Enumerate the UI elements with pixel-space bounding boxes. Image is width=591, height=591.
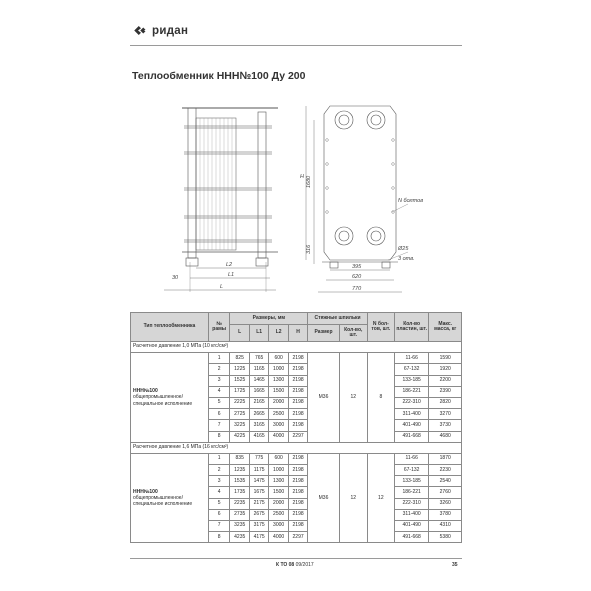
cell-plates: 67-132: [394, 364, 429, 375]
page-title: Теплообменник ННН№100 Ду 200: [132, 70, 306, 82]
cell-L2: 1300: [269, 476, 288, 487]
cell-plates: 186-221: [394, 487, 429, 498]
table-row: [131, 453, 462, 464]
cell-L1: 2675: [249, 509, 268, 520]
model-description: общепромышленное/ специальное исполнение: [133, 394, 193, 407]
cell-H: 2198: [288, 498, 307, 509]
cell-H: 2198: [288, 465, 307, 476]
cell-stud-qty: 12: [339, 453, 367, 543]
cell-bolts: 8: [367, 353, 394, 443]
cell-mass: 2230: [429, 465, 462, 476]
cell-frame: 6: [208, 509, 230, 520]
footer-doc-ref: [276, 562, 314, 568]
cell-frame: 7: [208, 420, 230, 431]
cell-plates: 186-221: [394, 386, 429, 397]
cell-plates: 491-668: [394, 532, 429, 543]
cell-plates: 311-400: [394, 509, 429, 520]
pressure-row: [131, 342, 462, 353]
port-bottom-right: [367, 227, 385, 245]
cell-frame: 3: [208, 375, 230, 386]
model-description: общепромышленное/ специальное исполнение: [133, 495, 193, 508]
cell-plates: 67-132: [394, 465, 429, 476]
cell-plates: 11-66: [394, 353, 429, 364]
cell-mass: 3260: [429, 498, 462, 509]
cell-H: 2198: [288, 487, 307, 498]
cell-mass: 2760: [429, 487, 462, 498]
header-L2: L2: [269, 325, 288, 342]
cell-H: 2198: [288, 397, 307, 408]
model-name: ННН№100: [133, 488, 158, 495]
cell-L: 1225: [230, 364, 249, 375]
cell-L: 3235: [230, 521, 249, 532]
dim-hole-diameter: Ø25: [398, 246, 409, 252]
cell-L: 1725: [230, 386, 249, 397]
cell-mass: 2200: [429, 375, 462, 386]
port-bottom-left: [335, 227, 353, 245]
header-plates: Кол-во пластин, шт.: [394, 313, 429, 342]
cell-L1: 2175: [249, 498, 268, 509]
cell-mass: 5380: [429, 532, 462, 543]
cell-L2: 2000: [269, 498, 288, 509]
header-frame: № рамы: [208, 313, 230, 342]
heat-exchanger-drawing: [130, 92, 462, 302]
pressure-label: Расчетное давление 1,6 МПа (16 кгс/см²): [131, 442, 462, 453]
ridan-logo-icon: [132, 23, 147, 38]
cell-plates: 491-668: [394, 431, 429, 442]
header-H: H: [288, 325, 307, 342]
cell-H: 2198: [288, 375, 307, 386]
cell-mass: 1590: [429, 353, 462, 364]
port-top-right: [367, 111, 385, 129]
cell-L: 3225: [230, 420, 249, 431]
dim-H: H: [300, 174, 304, 180]
model-cell: [131, 453, 209, 543]
cell-L2: 2000: [269, 397, 288, 408]
cell-H: 2198: [288, 353, 307, 364]
model-cell: [131, 353, 209, 443]
cell-mass: 3270: [429, 409, 462, 420]
model-name: ННН№100: [133, 388, 158, 395]
side-view-labels: [172, 262, 234, 290]
dim-316: 316: [306, 244, 312, 254]
cell-L1: 2165: [249, 397, 268, 408]
footer-divider: [130, 558, 462, 559]
cell-L: 1535: [230, 476, 249, 487]
header-type: Тип теплообменника: [131, 313, 209, 342]
header-bolts: N бол-тов, шт.: [367, 313, 394, 342]
header-divider: [130, 45, 462, 46]
brand-name: ридан: [152, 24, 189, 37]
cell-L2: 4000: [269, 532, 288, 543]
dim-30: 30: [172, 275, 179, 281]
cell-plates: 11-66: [394, 453, 429, 464]
cell-mass: 4680: [429, 431, 462, 442]
cell-stud-size: М36: [308, 353, 339, 443]
cell-mass: 3730: [429, 420, 462, 431]
cell-frame: 5: [208, 397, 230, 408]
cell-L1: 1465: [249, 375, 268, 386]
dim-L: L: [220, 284, 224, 290]
cell-plates: 222-310: [394, 498, 429, 509]
dim-n-bolts: N болтов: [398, 198, 424, 204]
cell-L1: 3165: [249, 420, 268, 431]
cell-L2: 1500: [269, 386, 288, 397]
cell-L2: 4000: [269, 431, 288, 442]
cell-frame: 4: [208, 487, 230, 498]
cell-L1: 775: [249, 453, 268, 464]
cell-mass: 2820: [429, 397, 462, 408]
pressure-row: [131, 442, 462, 453]
dim-770: 770: [352, 286, 362, 292]
side-view: [164, 108, 278, 292]
cell-plates: 222-310: [394, 397, 429, 408]
page-number: 35: [452, 562, 458, 568]
cell-plates: 401-490: [394, 420, 429, 431]
header-L1: L1: [249, 325, 268, 342]
cell-H: 2198: [288, 453, 307, 464]
cell-L2: 2500: [269, 409, 288, 420]
front-view-labels: [300, 174, 423, 292]
cell-H: 2198: [288, 420, 307, 431]
cell-plates: 133-185: [394, 375, 429, 386]
cell-frame: 3: [208, 476, 230, 487]
cell-L1: 1475: [249, 476, 268, 487]
header-studs: Стяжные шпильки: [308, 313, 367, 325]
pressure-label: Расчетное давление 1,0 МПа (10 кгс/см²): [131, 342, 462, 353]
cell-L: 4225: [230, 431, 249, 442]
cell-L: 825: [230, 353, 249, 364]
cell-L2: 600: [269, 353, 288, 364]
cell-L: 4235: [230, 532, 249, 543]
cell-L2: 1300: [269, 375, 288, 386]
dim-620: 620: [352, 274, 362, 280]
cell-L: 1525: [230, 375, 249, 386]
cell-plates: 311-400: [394, 409, 429, 420]
cell-frame: 8: [208, 532, 230, 543]
cell-L1: 1165: [249, 364, 268, 375]
brand-logo: [132, 23, 188, 38]
cell-L: 1235: [230, 465, 249, 476]
cell-L: 2235: [230, 498, 249, 509]
cell-mass: 3780: [429, 509, 462, 520]
dim-L2: L2: [226, 262, 233, 268]
cell-H: 2297: [288, 532, 307, 543]
cell-mass: 2540: [429, 476, 462, 487]
cell-L1: 765: [249, 353, 268, 364]
cell-L: 2725: [230, 409, 249, 420]
cell-L2: 1000: [269, 465, 288, 476]
cell-frame: 1: [208, 353, 230, 364]
spec-table: [130, 312, 462, 543]
cell-L: 1735: [230, 487, 249, 498]
cell-frame: 2: [208, 465, 230, 476]
cell-frame: 8: [208, 431, 230, 442]
cell-H: 2198: [288, 409, 307, 420]
cell-H: 2297: [288, 431, 307, 442]
cell-stud-qty: 12: [339, 353, 367, 443]
cell-frame: 4: [208, 386, 230, 397]
cell-mass: 2390: [429, 386, 462, 397]
cell-stud-size: М36: [308, 453, 339, 543]
header-L: L: [230, 325, 249, 342]
cell-frame: 1: [208, 453, 230, 464]
cell-L1: 1665: [249, 386, 268, 397]
cell-plates: 133-185: [394, 476, 429, 487]
dim-1680: 1680: [306, 175, 312, 188]
cell-mass: 1870: [429, 453, 462, 464]
cell-L1: 4175: [249, 532, 268, 543]
port-top-left: [335, 111, 353, 129]
cell-frame: 7: [208, 521, 230, 532]
cell-frame: 5: [208, 498, 230, 509]
cell-L2: 2500: [269, 509, 288, 520]
cell-L1: 2665: [249, 409, 268, 420]
cell-mass: 1920: [429, 364, 462, 375]
cell-H: 2198: [288, 386, 307, 397]
dim-holes-count: 3 отв.: [398, 256, 415, 262]
cell-bolts: 12: [367, 453, 394, 543]
cell-frame: 6: [208, 409, 230, 420]
cell-mass: 4310: [429, 521, 462, 532]
footer-doc-date: 09/2017: [295, 562, 314, 568]
header-size: Размер: [308, 325, 339, 342]
cell-H: 2198: [288, 509, 307, 520]
cell-L2: 1000: [269, 364, 288, 375]
cell-L: 2735: [230, 509, 249, 520]
cell-L: 2225: [230, 397, 249, 408]
cell-L1: 1175: [249, 465, 268, 476]
cell-H: 2198: [288, 476, 307, 487]
footer-doc-code: К ТО 08: [276, 562, 295, 568]
plate-lines: [200, 118, 232, 250]
header-qty: Кол-во, шт.: [339, 325, 367, 342]
cell-L1: 4165: [249, 431, 268, 442]
cell-L2: 600: [269, 453, 288, 464]
cell-H: 2198: [288, 521, 307, 532]
cell-frame: 2: [208, 364, 230, 375]
dim-L1: L1: [228, 272, 235, 278]
cell-L: 835: [230, 453, 249, 464]
cell-H: 2198: [288, 364, 307, 375]
cell-L2: 1500: [269, 487, 288, 498]
cell-L1: 3175: [249, 521, 268, 532]
table-row: [131, 353, 462, 364]
cell-L1: 1675: [249, 487, 268, 498]
header-sizes: Размеры, мм: [230, 313, 308, 325]
cell-L2: 3000: [269, 420, 288, 431]
cell-L2: 3000: [269, 521, 288, 532]
header-mass: Макс. масса, кг: [429, 313, 462, 342]
dim-395: 395: [352, 264, 362, 270]
cell-plates: 401-490: [394, 521, 429, 532]
